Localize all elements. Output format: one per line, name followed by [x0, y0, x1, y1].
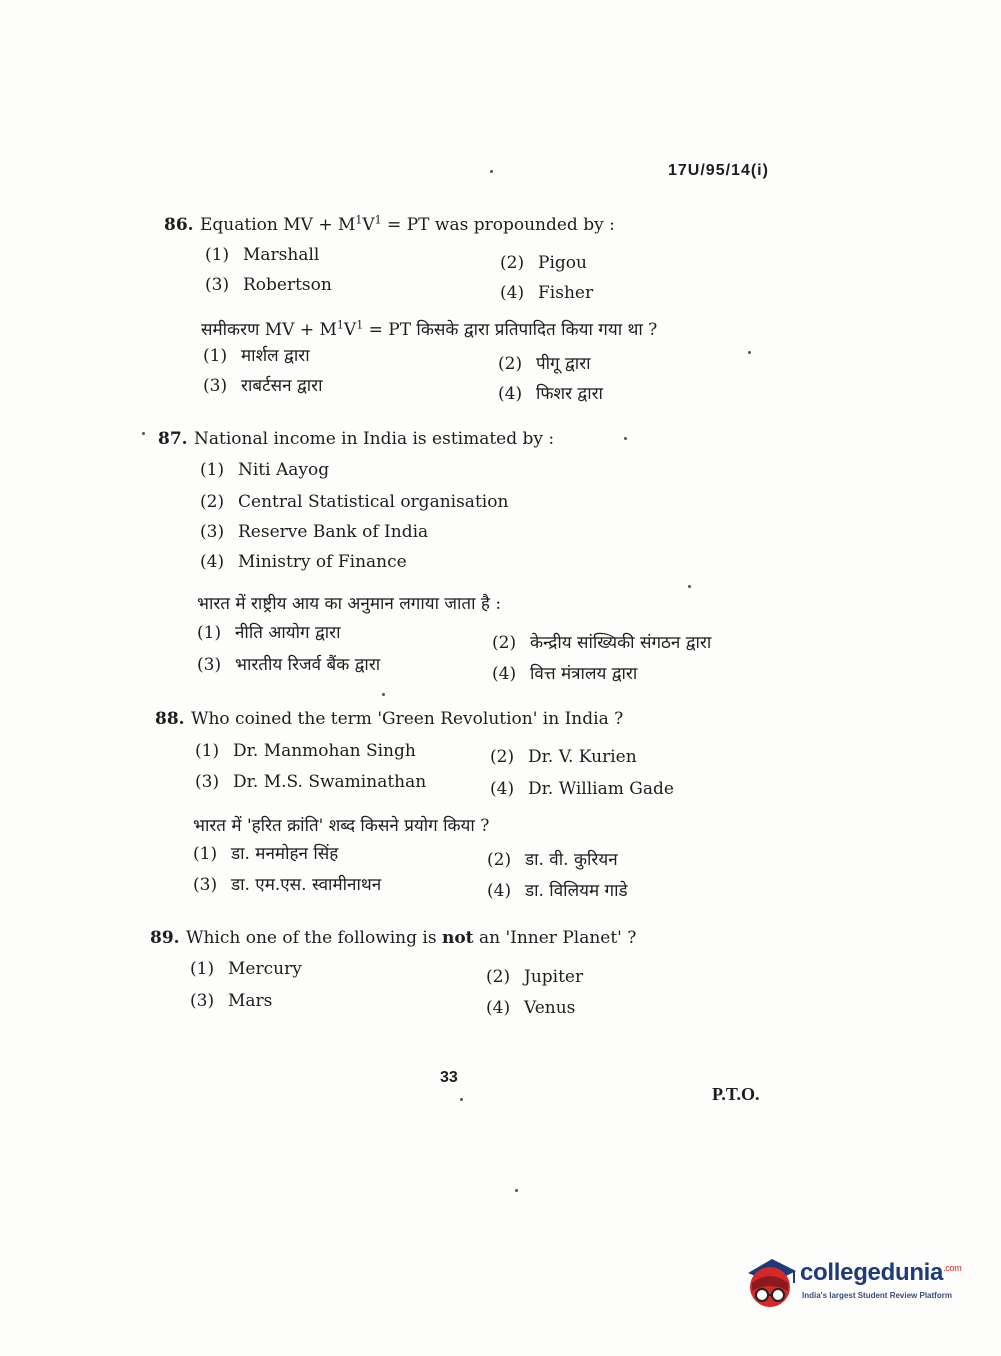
option-number: (3)	[190, 991, 215, 1011]
scan-speck	[142, 432, 145, 435]
option-number: (3)	[197, 655, 222, 675]
option-87-3-hindi	[197, 654, 380, 676]
scan-speck	[688, 585, 691, 588]
option-text: Dr. M.S. Swaminathan	[233, 772, 427, 792]
question-88-hindi: भारत में 'हरित क्रांति' शब्द किसने प्रयोग किया ?	[193, 816, 490, 836]
option-86-2	[500, 252, 587, 274]
option-86-2-hindi	[498, 353, 591, 375]
option-87-4-hindi	[492, 663, 637, 685]
page-number: 33	[440, 1069, 458, 1086]
option-text: नीति आयोग द्वारा	[235, 623, 341, 643]
option-87-2-hindi	[492, 632, 711, 654]
question-87	[158, 428, 554, 450]
option-text: डा. एम.एस. स्वामीनाथन	[231, 875, 382, 895]
option-number: (4)	[487, 881, 512, 901]
option-number: (2)	[487, 850, 512, 870]
option-text: Mercury	[228, 959, 302, 979]
question-text: Who coined the term 'Green Revolution' in India ?	[191, 709, 624, 729]
option-87-2	[200, 491, 508, 513]
option-87-4	[200, 551, 407, 573]
option-text: Dr. Manmohan Singh	[233, 741, 416, 761]
option-number: (2)	[498, 354, 523, 374]
option-text: Dr. V. Kurien	[528, 747, 637, 767]
question-89	[150, 927, 636, 949]
option-text: Central Statistical organisation	[238, 492, 509, 512]
question-text: National income in India is estimated by :	[194, 429, 555, 449]
option-87-1	[200, 459, 329, 481]
option-86-4	[500, 282, 593, 304]
option-number: (1)	[190, 959, 215, 979]
option-text: Jupiter	[524, 967, 584, 987]
option-text: फिशर द्वारा	[536, 384, 603, 404]
question-number: 89.	[150, 928, 180, 948]
option-88-1	[195, 740, 416, 762]
question-number: 88.	[155, 709, 185, 729]
option-86-3-hindi	[203, 375, 323, 397]
question-text-part: Equation MV + M	[200, 215, 356, 235]
scan-speck	[460, 1098, 463, 1101]
question-88	[155, 708, 623, 730]
scan-speck	[624, 437, 627, 440]
option-text: वित्त मंत्रालय द्वारा	[530, 664, 638, 684]
collegedunia-logo	[742, 1253, 972, 1313]
option-number: (1)	[205, 245, 230, 265]
option-text: Marshall	[243, 245, 320, 265]
option-number: (4)	[200, 552, 225, 572]
option-number: (1)	[203, 346, 228, 366]
option-text: Niti Aayog	[238, 460, 330, 480]
option-text: Dr. William Gade	[528, 779, 674, 799]
option-86-3	[205, 274, 332, 296]
option-89-4	[486, 997, 575, 1019]
option-number: (3)	[205, 275, 230, 295]
option-88-3	[195, 771, 426, 793]
paper-code: 17U/95/14(i)	[668, 162, 769, 179]
option-text: डा. वी. कुरियन	[525, 850, 618, 870]
option-number: (1)	[193, 844, 218, 864]
scan-speck	[748, 351, 751, 354]
option-number: (2)	[486, 967, 511, 987]
option-number: (4)	[498, 384, 523, 404]
option-88-1-hindi	[193, 843, 338, 865]
option-text: Reserve Bank of India	[238, 522, 429, 542]
option-88-4	[490, 778, 674, 800]
option-number: (4)	[492, 664, 517, 684]
option-text: Venus	[524, 998, 576, 1018]
option-87-3	[200, 521, 428, 543]
question-86	[164, 214, 615, 236]
option-89-2	[486, 966, 583, 988]
option-text: Pigou	[538, 253, 587, 273]
logo-tagline: India's largest Student Review Platform	[802, 1291, 952, 1300]
option-89-3	[190, 990, 272, 1012]
option-88-3-hindi	[193, 874, 381, 896]
option-text: Ministry of Finance	[238, 552, 407, 572]
option-text: Robertson	[243, 275, 332, 295]
option-number: (2)	[492, 633, 517, 653]
option-text: राबर्टसन द्वारा	[241, 376, 323, 396]
option-number: (3)	[200, 522, 225, 542]
option-number: (2)	[500, 253, 525, 273]
pto-label: P.T.O.	[712, 1084, 760, 1104]
superscript: 1	[356, 318, 364, 332]
mascot-icon	[742, 1253, 800, 1313]
option-text: पीगू द्वारा	[536, 354, 591, 374]
question-86-hindi	[201, 319, 657, 341]
option-text: डा. मनमोहन सिंह	[231, 844, 339, 864]
option-87-1-hindi	[197, 622, 340, 644]
option-89-1	[190, 958, 302, 980]
option-number: (3)	[203, 376, 228, 396]
question-emphasis: not	[441, 928, 474, 948]
question-text-part: समीकरण MV + M	[201, 320, 337, 340]
option-text: भारतीय रिजर्व बैंक द्वारा	[235, 655, 381, 675]
option-number: (1)	[197, 623, 222, 643]
option-number: (4)	[500, 283, 525, 303]
option-number: (1)	[200, 460, 225, 480]
question-number: 86.	[164, 215, 194, 235]
option-number: (3)	[193, 875, 218, 895]
option-86-4-hindi	[498, 383, 603, 405]
question-text-part: an 'Inner Planet' ?	[473, 928, 637, 948]
superscript: 1	[374, 213, 382, 227]
superscript: 1	[355, 213, 363, 227]
logo-name: collegedunia	[800, 1259, 944, 1286]
scan-speck	[515, 1189, 518, 1192]
question-text-part: V	[362, 215, 375, 235]
question-number: 87.	[158, 429, 188, 449]
logo-suffix: .com	[943, 1263, 962, 1273]
option-number: (4)	[486, 998, 511, 1018]
scan-speck	[382, 693, 385, 696]
question-text-part: = PT was propounded by :	[381, 215, 615, 235]
option-88-2	[490, 746, 637, 768]
option-text: Fisher	[538, 283, 594, 303]
question-87-hindi: भारत में राष्ट्रीय आय का अनुमान लगाया जाता है :	[197, 594, 502, 614]
option-text: केन्द्रीय सांख्यिकी संगठन द्वारा	[530, 633, 712, 653]
option-86-1-hindi	[203, 345, 310, 367]
question-text-part: Which one of the following is	[186, 928, 442, 948]
superscript: 1	[336, 318, 344, 332]
scan-speck	[490, 170, 493, 173]
option-number: (2)	[490, 747, 515, 767]
option-88-4-hindi	[487, 880, 628, 902]
question-text-part: = PT किसके द्वारा प्रतिपादित किया गया था ?	[363, 320, 658, 340]
option-88-2-hindi	[487, 849, 618, 871]
question-text-part: V	[343, 320, 357, 340]
option-text: Mars	[228, 991, 273, 1011]
option-number: (2)	[200, 492, 225, 512]
option-number: (1)	[195, 741, 220, 761]
option-86-1	[205, 244, 319, 266]
option-number: (4)	[490, 779, 515, 799]
logo-wordmark	[800, 1259, 961, 1287]
option-number: (3)	[195, 772, 220, 792]
option-text: डा. विलियम गाडे	[525, 881, 628, 901]
option-text: मार्शल द्वारा	[241, 346, 310, 366]
